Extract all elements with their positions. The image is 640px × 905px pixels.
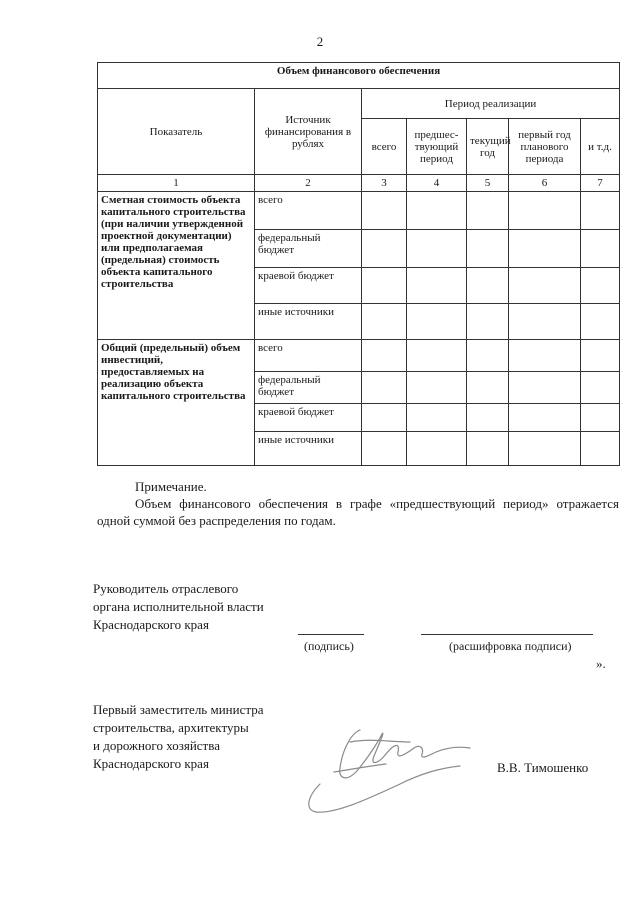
note bbox=[97, 478, 619, 529]
column-number: 5 bbox=[467, 175, 509, 192]
header-period: Период реализации bbox=[362, 89, 620, 119]
note-heading: Примечание. bbox=[135, 479, 207, 494]
header-etc: и т.д. bbox=[581, 119, 620, 175]
handwritten-signature bbox=[290, 712, 500, 822]
decoding-caption: (расшифровка подписи) bbox=[449, 639, 572, 653]
indicator-total-investment: Общий (предельный) объем инвестиций, предоставляемых на реализацию объекта капитального строительства bbox=[98, 340, 255, 466]
signature-form-line: Краснодарского края bbox=[93, 617, 209, 632]
source-cell: федеральный бюджет bbox=[255, 372, 362, 404]
signature-caption: (подпись) bbox=[304, 639, 354, 653]
signatory-line: Краснодарского края bbox=[93, 756, 209, 771]
source-cell: краевой бюджет bbox=[255, 404, 362, 432]
source-cell: всего bbox=[255, 340, 362, 372]
header-source: Источник финансирования в рублях bbox=[255, 89, 362, 175]
note-text: Объем финансового обеспечения в графе «предшествующий период» отражается одной суммой без распределения по годам. bbox=[97, 496, 619, 528]
signatory-line: Первый заместитель министра bbox=[93, 702, 264, 717]
source-cell: иные источники bbox=[255, 432, 362, 466]
column-number: 7 bbox=[581, 175, 620, 192]
table-row bbox=[98, 192, 620, 230]
column-number: 4 bbox=[407, 175, 467, 192]
indicator-estimated-cost: Сметная стоимость объекта капитального строительства (при наличии утвержденной проектной документации) или предполагаемая (предельная) стоимость объекта капитального строительства bbox=[98, 192, 255, 340]
financing-table bbox=[97, 62, 620, 466]
signatory-position bbox=[93, 701, 263, 773]
signatory-line: и дорожного хозяйства bbox=[93, 738, 220, 753]
source-cell: иные источники bbox=[255, 304, 362, 340]
column-number: 2 bbox=[255, 175, 362, 192]
column-number: 6 bbox=[509, 175, 581, 192]
table-row bbox=[98, 340, 620, 372]
header-first-plan-year: первый год планового периода bbox=[509, 119, 581, 175]
table-title: Объем финансового обеспечения bbox=[98, 63, 620, 89]
header-current: текущий год bbox=[467, 119, 509, 175]
signature-form-line: Руководитель отраслевого bbox=[93, 581, 239, 596]
header-previous: предшес-твующий период bbox=[407, 119, 467, 175]
signature-form-title bbox=[93, 580, 264, 634]
closing-quote: ». bbox=[596, 656, 606, 671]
decoding-line bbox=[421, 634, 593, 635]
signatory-line: строительства, архитектуры bbox=[93, 720, 249, 735]
column-number: 3 bbox=[362, 175, 407, 192]
signatory-name: В.В. Тимошенко bbox=[497, 760, 589, 775]
page-number: 2 bbox=[316, 34, 324, 49]
signature-form-line: органа исполнительной власти bbox=[93, 599, 264, 614]
signature-line bbox=[298, 634, 364, 635]
source-cell: федеральный бюджет bbox=[255, 230, 362, 268]
column-number: 1 bbox=[98, 175, 255, 192]
header-indicator: Показатель bbox=[98, 89, 255, 175]
source-cell: всего bbox=[255, 192, 362, 230]
header-total: всего bbox=[362, 119, 407, 175]
source-cell: краевой бюджет bbox=[255, 268, 362, 304]
